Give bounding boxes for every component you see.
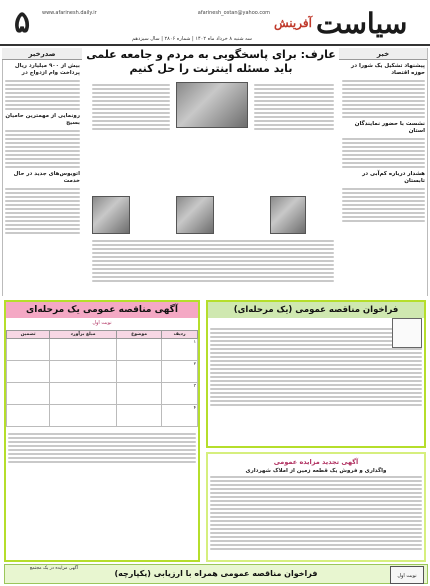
table-cell [116, 405, 161, 427]
table-row [7, 339, 198, 361]
organization-logo [392, 318, 422, 348]
main-headline[interactable]: عارف: برای پاسخگویی به مردم و جامعه علمی [86, 48, 336, 61]
article-text [5, 80, 80, 110]
article-text [90, 82, 172, 132]
tender-ad-left[interactable] [4, 300, 200, 562]
article-text [342, 188, 425, 222]
tender-table [6, 330, 198, 427]
table-cell [116, 383, 161, 405]
table-cell [50, 405, 117, 427]
table-row [7, 405, 198, 427]
ad-text [210, 328, 422, 406]
footer-note: آگهی مزایده در یک مجتمع [29, 566, 79, 571]
table-cell: ۳ [162, 383, 198, 405]
tender-ad-title: فراخوان مناقصه عمومی (یک مرحله‌ای) [208, 302, 424, 318]
sidebar-header: صدرخبر [2, 48, 82, 60]
article-text [5, 188, 80, 234]
article-text [342, 138, 425, 168]
right-item-title[interactable]: پیشنهاد تشکیل یک شورا در حوزه اقتصاد [351, 63, 425, 76]
email-address[interactable]: afarinesh_ostan@yahoo.com [197, 10, 270, 16]
table-cell [7, 405, 50, 427]
table-header: موضوع [116, 331, 161, 339]
article-text [252, 82, 336, 132]
table-cell [50, 339, 117, 361]
auction-subtitle: واگذاری و فروش یک قطعه زمین از املاک شهرداری [245, 468, 387, 474]
table-cell: ۴ [162, 405, 198, 427]
portrait-photo [270, 196, 306, 234]
table-cell [116, 339, 161, 361]
article-text [5, 130, 80, 168]
newspaper-subtitle: آفرینش [274, 16, 312, 30]
website-url[interactable]: www.afarinesh.daily.ir [42, 10, 97, 16]
tender-ad-title: آگهی مناقصه عمومی یک مرحله‌ای [6, 302, 198, 318]
sidebar-item-title[interactable]: رونمایی از مهمترین حامیان بسیج [5, 113, 80, 126]
table-cell [7, 383, 50, 405]
table-row [7, 383, 198, 405]
table-cell [7, 361, 50, 383]
right-item-title[interactable]: نشست با حضور نمایندگان استان [354, 121, 425, 134]
table-header: ردیف [162, 331, 198, 339]
sidebar-item-title[interactable]: بیش از ۹۰۰ میلیارد ریال پرداخت وام ازدواج در [14, 63, 80, 76]
ad-text [8, 433, 196, 463]
article-text [342, 80, 425, 118]
ad-text [210, 476, 422, 550]
footer-stamp: نوبت اول [390, 566, 424, 584]
table-header: تضمین [7, 331, 50, 339]
sidebar-column [2, 48, 82, 296]
dateline: سه شنبه ۸ خرداد ماه ۱۴۰۲ | شماره ۲۸۰۶ | سال سیزدهم [132, 36, 252, 42]
table-cell: ۲ [162, 361, 198, 383]
portrait-photo [176, 196, 214, 234]
main-headline-sub[interactable]: باید مسئله اینترنت را حل کنیم [129, 62, 293, 75]
page-number: ۵ [13, 5, 31, 40]
right-item-title[interactable]: هشدار درباره کم‌آبی در تابستان [362, 171, 425, 184]
portrait-photo [92, 196, 130, 234]
auction-ad[interactable] [206, 452, 426, 562]
right-column [340, 48, 428, 296]
tender-label: نوبت اول [92, 320, 112, 326]
news-photo [176, 82, 248, 128]
table-cell [7, 339, 50, 361]
footer-title: فراخوان مناقصه عمومی همراه با ارزیابی (یکپارچه) [114, 569, 318, 578]
table-row [7, 361, 198, 383]
article-text [90, 238, 336, 284]
table-header: مبلغ برآورد [50, 331, 117, 339]
auction-title: آگهی تجدید مزایده عمومی [273, 458, 359, 466]
table-cell [50, 383, 117, 405]
table-cell [50, 361, 117, 383]
sidebar-item-title[interactable]: اتوبوس‌های جدید در حال خدمت [13, 171, 80, 184]
tender-label [212, 320, 420, 326]
table-cell [116, 361, 161, 383]
newspaper-title: سیاست [315, 6, 408, 40]
table-cell: ۱ [162, 339, 198, 361]
right-header: خبر [339, 48, 427, 60]
